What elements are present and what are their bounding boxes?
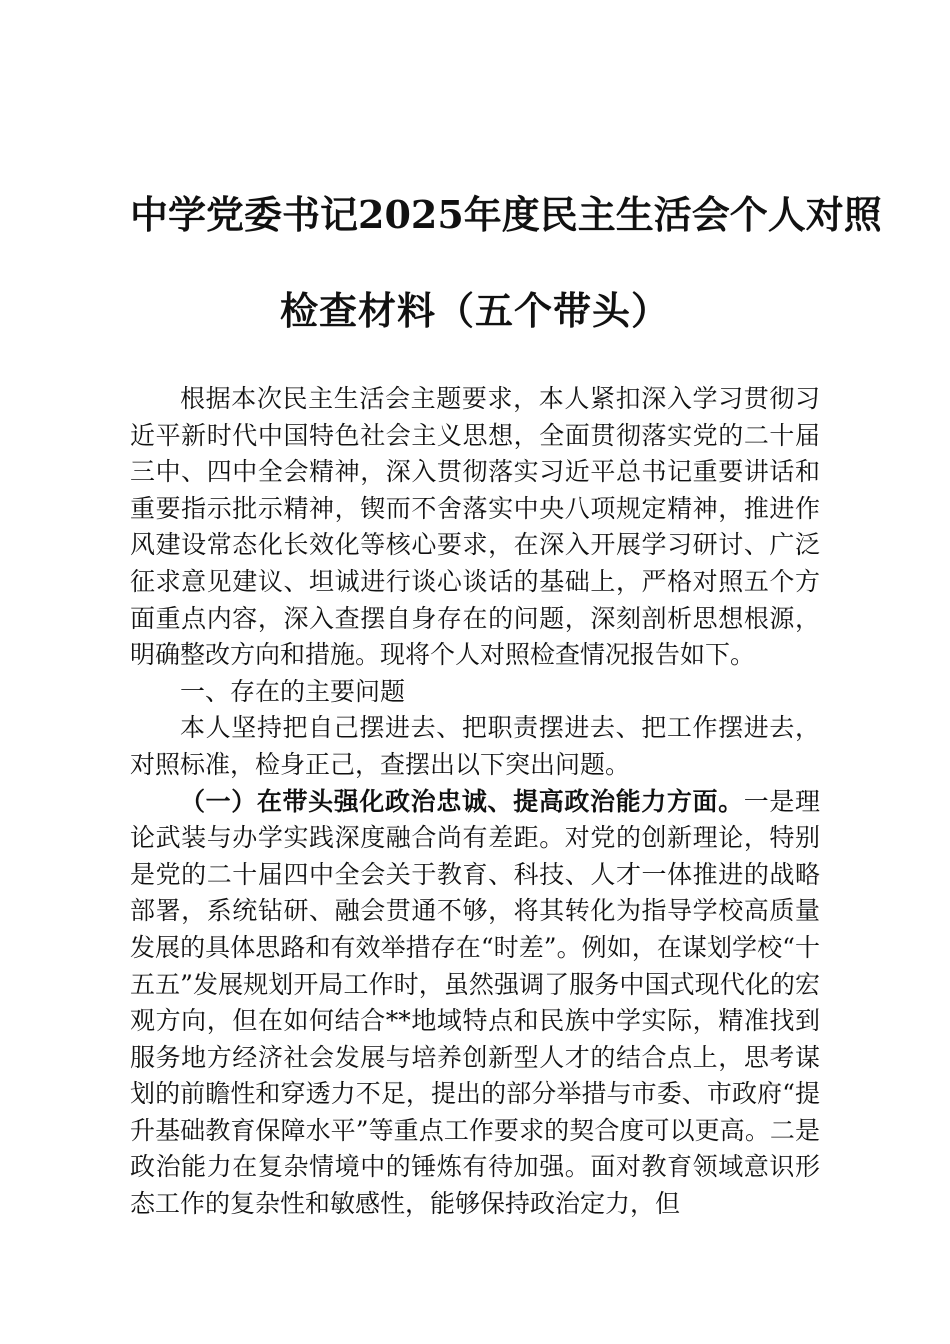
subsection-one-heading: （一）在带头强化政治忠诚、提高政治能力方面。: [180, 786, 744, 816]
intro-paragraph: 根据本次民主生活会主题要求，本人紧扣深入学习贯彻习近平新时代中国特色社会主义思想，全面贯彻落实党的二十届三中、四中全会精神，深入贯彻落实习近平总书记重要讲话和重要指示批示精神，锲而不舍落实中央八项规定精神，推进作风建设常态化长效化等核心要求，在深入开展学习研讨、广泛征求意见建议、坦诚进行谈心谈话的基础上，严格对照五个方面重点内容，深入查摆自身存在的问题，深刻剖析思想根源，明确整改方向和措施。现将个人对照检查情况报告如下。: [130, 384, 820, 670]
subsection-one-body: 一是理论武装与办学实践深度融合尚有差距。对党的创新理论，特别是党的二十届四中全会关于教育、科技、人才一体推进的战略部署，系统钻研、融会贯通不够，将其转化为指导学校高质量发展的具体思路和有效举措存在“时差”。例如，在谋划学校“十五五”发展规划开局工作时，虽然强调了服务中国式现代化的宏观方向，但在如何结合**地域特点和民族中学实际，精准找到服务地方经济社会发展与培养创新型人才的结合点上，思考谋划的前瞻性和穿透力不足，提出的部分举措与市委、市政府“提升基础教育保障水平”等重点工作要求的契合度可以更高。二是政治能力在复杂情境中的锤炼有待加强。面对教育领域意识形态工作的复杂性和敏感性，能够保持政治定力，但: [130, 786, 820, 1219]
section-one-heading: 一、存在的主要问题: [180, 676, 406, 706]
subsection-one-paragraph: [130, 784, 820, 1223]
document-title-line-2: 检查材料（五个带头）: [279, 288, 670, 333]
document-body: [130, 381, 820, 1223]
document-title-line-1: 中学党委书记2025年度民主生活会个人对照: [130, 192, 882, 237]
section-one-intro: 本人坚持把自己摆进去、把职责摆进去、把工作摆进去，对照标准，检身正己，查摆出以下突出问题。: [130, 713, 820, 779]
